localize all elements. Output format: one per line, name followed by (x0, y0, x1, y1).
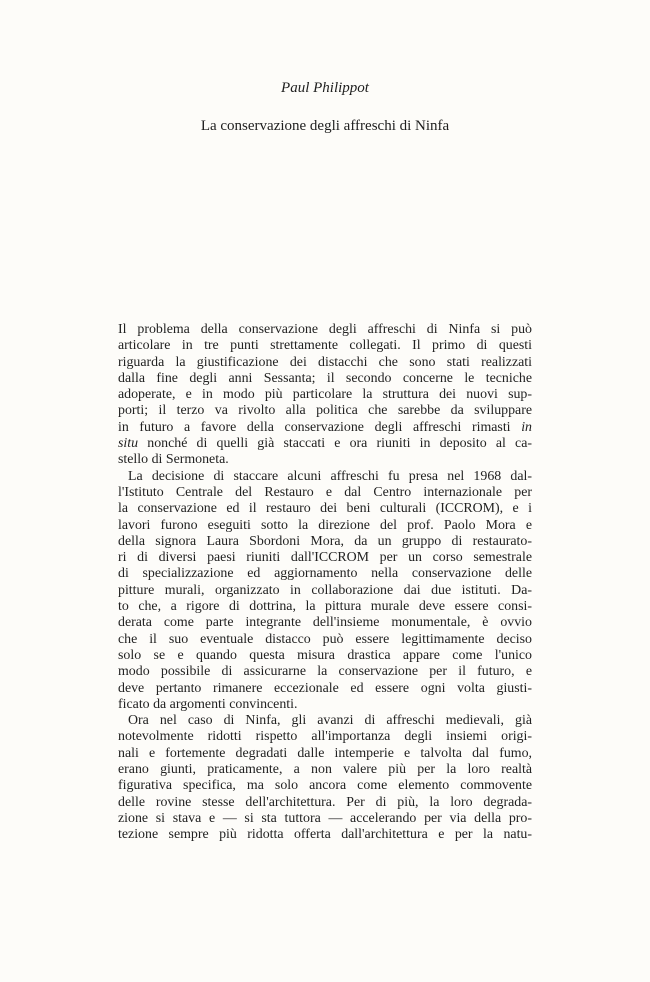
text-line: lavori furono eseguiti sotto la direzione del prof. Paolo Mora e (118, 517, 532, 533)
text-line: La decisione di staccare alcuni affreschi fu presa nel 1968 dal- (128, 468, 532, 484)
text-line: la conservazione ed il restauro dei beni culturali (ICCROM), e i (118, 501, 532, 517)
text-line: erano giunti, praticamente, a non valere più per la loro realtà (118, 762, 532, 778)
text-segment: nonché di quelli già staccati e ora riuniti in deposito al ca- (147, 436, 532, 452)
text-line: tezione sempre più ridotta offerta dall'architettura e per la natu- (118, 827, 532, 843)
text-line: stello di Sermoneta. (118, 452, 229, 468)
text-line: ri di diversi paesi riuniti dall'ICCROM per un corso semestrale (118, 550, 532, 566)
text-line: derata come parte integrante dell'insieme monumentale, è ovvio (118, 615, 532, 631)
text-line: l'Istituto Centrale del Restauro e dal Centro internazionale per (118, 484, 532, 500)
text-line: della signora Laura Sbordoni Mora, da un gruppo di restaurato- (118, 533, 532, 549)
text-line: to che, a rigore di dottrina, la pittura murale deve essere consi- (118, 599, 532, 615)
text-line: delle rovine stesse dell'architettura. Per di più, la loro degrada- (118, 794, 532, 810)
article-title: La conservazione degli affreschi di Ninfa (200, 118, 450, 134)
text-line: dalla fine degli anni Sessanta; il secondo concerne le tecniche (118, 370, 532, 386)
text-line: articolare in tre punti strettamente collegati. Il primo di questi (118, 338, 532, 354)
author-name: Paul Philippot (281, 80, 369, 96)
text-line: porti; il terzo va rivolto alla politica che sarebbe da sviluppare (118, 403, 532, 419)
text-line: riguarda la giustificazione dei distacchi che sono stati realizzati (118, 354, 532, 370)
text-line: Ora nel caso di Ninfa, gli avanzi di affreschi medievali, già (128, 713, 532, 729)
text-line: solo se e quando questa misura drastica appare come l'unico (118, 647, 532, 663)
text-line: adoperate, e in modo più particolare la struttura dei nuovi sup- (118, 387, 532, 403)
text-line: modo possibile di assicurarne la conservazione per il futuro, e (118, 664, 532, 680)
paragraph-1 (118, 322, 532, 469)
text-line: che il suo eventuale distacco può essere legittimamente deciso (118, 631, 532, 647)
text-line: figurativa specifica, ma solo ancora come elemento commovente (118, 778, 532, 794)
italic-term: situ (118, 436, 139, 452)
text-line: pitture murali, organizzato in collaborazione dai due istituti. Da- (118, 582, 532, 598)
text-line: notevolmente ridotti rispetto all'importanza degli insiemi origi- (118, 729, 532, 745)
text-segment: in futuro a favore della conservazione degli affreschi rimasti (118, 419, 511, 435)
text-line: nali e fortemente degradati dalle intemperie e talvolta dal fumo, (118, 745, 532, 761)
text-line: ficato da argomenti convincenti. (118, 696, 298, 712)
article-body (118, 322, 532, 844)
text-line: zione si stava e — si sta tuttora — accelerando per via della pro- (118, 810, 532, 826)
text-line: deve pertanto rimanere eccezionale ed essere ogni volta giusti- (118, 680, 532, 696)
text-line: di specializzazione ed aggiornamento nella conservazione delle (118, 566, 532, 582)
text-line: Il problema della conservazione degli affreschi di Ninfa si può (118, 322, 532, 337)
text-line-with-italic (118, 420, 532, 436)
paragraph-2 (118, 469, 532, 713)
text-line-with-italic (118, 436, 532, 452)
paragraph-3 (118, 713, 532, 843)
italic-term: in (521, 419, 532, 435)
